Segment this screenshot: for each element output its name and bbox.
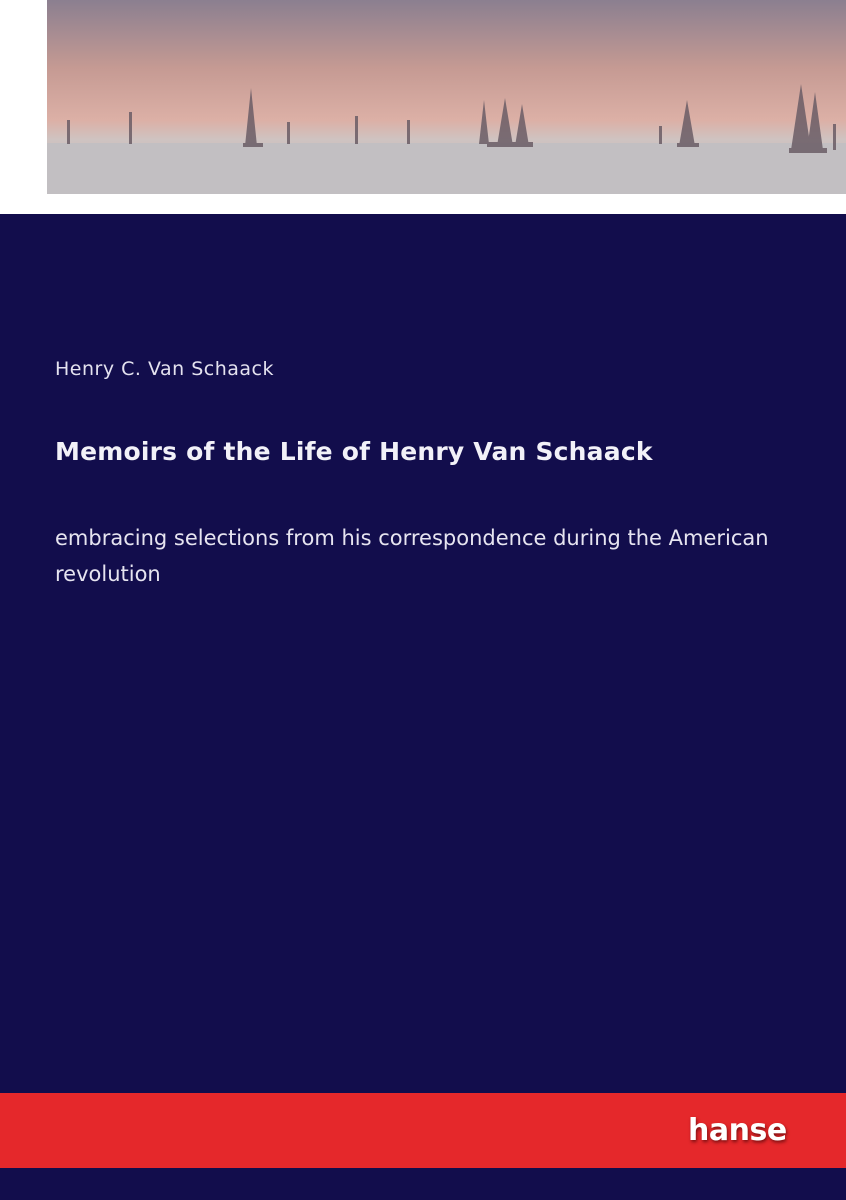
sailing-ships-image [47, 0, 846, 194]
cover-photo-tall-ships [47, 0, 846, 194]
book-author: Henry C. Van Schaack [55, 358, 274, 380]
book-title: Memoirs of the Life of Henry Van Schaack [55, 437, 653, 466]
book-subtitle: embracing selections from his correspondence during the American revolution [55, 526, 769, 586]
publisher-logo: hanse [688, 1113, 787, 1148]
